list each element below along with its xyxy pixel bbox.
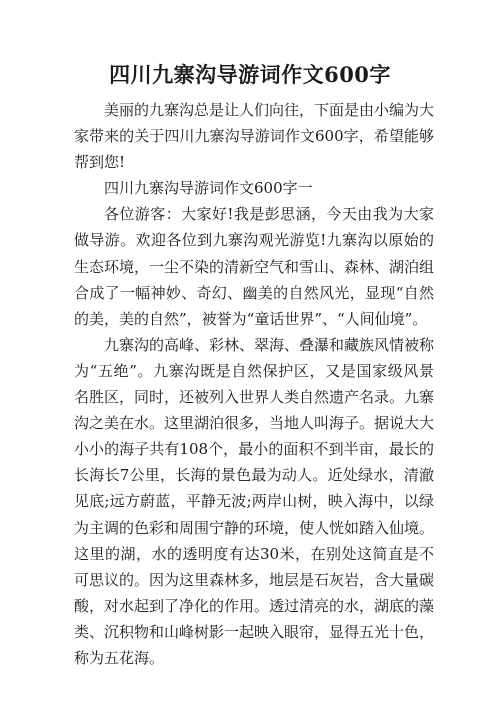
document-body: [74, 97, 434, 671]
body-paragraph: 九寨沟的高峰、彩林、翠海、叠瀑和藏族风情被称为“五绝”。九寨沟既是自然保护区，又是国家级风景名胜区，同时，还被列入世界人类自然遗产名录。九寨沟之美在水。这里湖泊很多，当地人叫海子。据说大大小小的海子共有108个，最小的面积不到半亩，最长的长海长7公里，长海的景色最为动人。近处绿水，清澈见底;远方蔚蓝，平静无波;两岸山树，映入海中，以绿为主调的色彩和周围宁静的环境，使人恍如踏入仙境。这里的湖，水的透明度有达30米，在别处这简直是不可思议的。因为这里森林多，地层是石灰岩，含大量碳酸，对水起到了净化的作用。透过清亮的水，湖底的藻类、沉积物和山峰树影一起映入眼帘，显得五光十色，称为五花海。: [74, 335, 435, 667]
document-title: 四川九寨沟导游词作文600字: [109, 62, 391, 87]
section-heading: 四川九寨沟导游词作文600字一: [104, 179, 313, 198]
intro-paragraph: 美丽的九寨沟总是让人们向往，下面是由小编为大家带来的关于四川九寨沟导游词作文600字，希望能够帮到您!: [74, 101, 435, 172]
body-paragraph: 各位游客：大家好!我是彭思涵，今天由我为大家做导游。欢迎各位到九寨沟观光游览!九寨沟以原始的生态环境，一尘不染的清新空气和雪山、森林、湖泊组合成了一幅神妙、奇幻、幽美的自然风光，显现“自然的美，美的自然”，被誉为“童话世界”、“人间仙境”。: [74, 205, 435, 328]
